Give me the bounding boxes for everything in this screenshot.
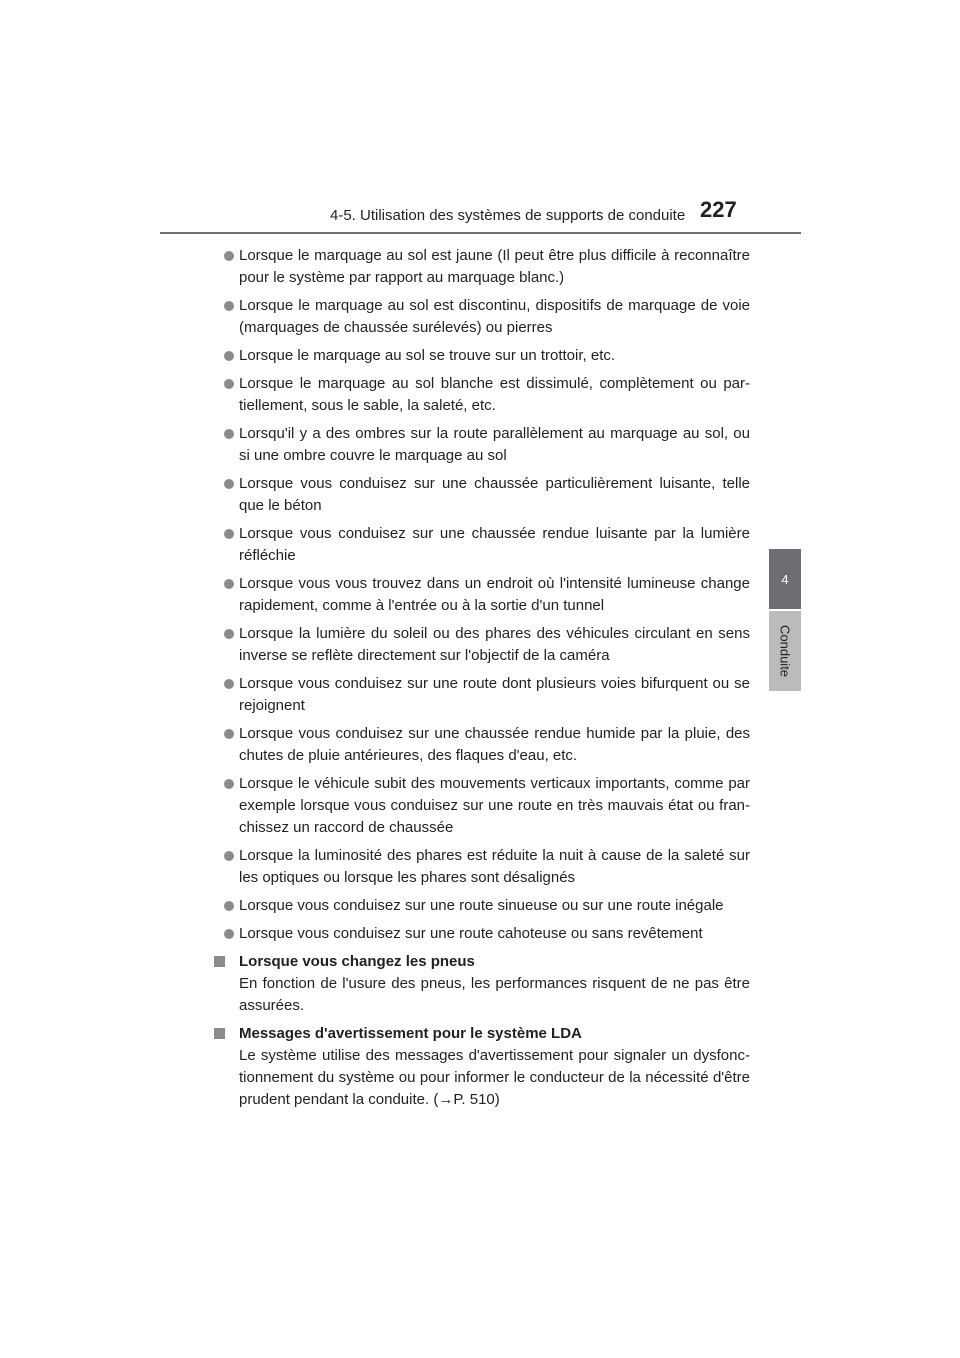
bullet-dot-icon (224, 779, 234, 789)
bullet-item (214, 895, 750, 917)
bullet-item (214, 345, 750, 367)
section-block (214, 951, 750, 1017)
section-square-icon (214, 956, 225, 967)
section-body: En fonction de l'usure des pneus, les performances risquent de ne pas être assurées. (239, 975, 750, 1014)
bullet-item (214, 373, 750, 417)
chapter-number: 4 (781, 571, 789, 587)
section-block (214, 1023, 750, 1111)
bullet-text: Lorsque le véhicule subit des mouvements verticaux importants, comme par exemple lorsque vous conduisez sur une route en très mauvais état ou fran-chissez un raccord de chaussée (239, 775, 750, 836)
chapter-label: Conduite (777, 624, 793, 678)
bullet-item (214, 623, 750, 667)
sections (214, 951, 750, 1111)
chapter-tab-label (769, 611, 801, 691)
section-body: Le système utilise des messages d'avertissement pour signaler un dysfonc-tionnement du système ou pour informer le conducteur de la nécessité d'être prudent pendant la conduite. (→P. 510) (239, 1047, 750, 1108)
bullet-text: Lorsque le marquage au sol est jaune (Il peut être plus difficile à reconnaître pour le système par rapport au marquage blanc.) (239, 247, 750, 286)
bullet-dot-icon (224, 929, 234, 939)
section-title: Lorsque vous changez les pneus (239, 953, 475, 970)
bullet-dot-icon (224, 851, 234, 861)
bullet-text: Lorsque la luminosité des phares est réduite la nuit à cause de la saleté sur les optiques ou lorsque les phares sont désalignés (239, 847, 750, 886)
bullet-dot-icon (224, 901, 234, 911)
bullet-dot-icon (224, 351, 234, 361)
bullet-item (214, 773, 750, 839)
bullet-dot-icon (224, 429, 234, 439)
bullet-text: Lorsque vous conduisez sur une chaussée particulièrement luisante, telle que le béton (239, 475, 750, 514)
header-divider (160, 232, 801, 234)
bullet-dot-icon (224, 251, 234, 261)
section-square-icon (214, 1028, 225, 1039)
bullet-text: Lorsque vous conduisez sur une route sinueuse ou sur une route inégale (239, 897, 724, 914)
bullet-text: Lorsque le marquage au sol se trouve sur un trottoir, etc. (239, 347, 616, 364)
bullet-text: Lorsque vous conduisez sur une route cahoteuse ou sans revêtement (239, 925, 703, 942)
bullet-list (214, 245, 750, 945)
bullet-text: Lorsque vous conduisez sur une route dont plusieurs voies bifurquent ou se rejoignent (239, 675, 750, 714)
bullet-dot-icon (224, 479, 234, 489)
bullet-dot-icon (224, 679, 234, 689)
bullet-item (214, 923, 750, 945)
bullet-item (214, 573, 750, 617)
bullet-text: Lorsqu'il y a des ombres sur la route parallèlement au marquage au sol, ou si une ombre couvre le marquage au sol (239, 425, 750, 464)
bullet-item (214, 473, 750, 517)
section-header-title: 4-5. Utilisation des systèmes de supports de conduite (330, 207, 686, 224)
chapter-tab-number (769, 549, 801, 609)
bullet-text: Lorsque vous conduisez sur une chaussée rendue humide par la pluie, des chutes de pluie antérieures, des flaques d'eau, etc. (239, 725, 750, 764)
bullet-item (214, 295, 750, 339)
bullet-text: Lorsque le marquage au sol blanche est dissimulé, complètement ou par-tiellement, sous le sable, la saleté, etc. (239, 375, 750, 414)
page-content (214, 240, 750, 1111)
bullet-dot-icon (224, 729, 234, 739)
bullet-text: Lorsque vous conduisez sur une chaussée rendue luisante par la lumière réfléchie (239, 525, 750, 564)
bullet-item (214, 423, 750, 467)
bullet-dot-icon (224, 379, 234, 389)
bullet-dot-icon (224, 629, 234, 639)
section-title: Messages d'avertissement pour le système LDA (239, 1025, 582, 1042)
page-number: 227 (700, 197, 737, 222)
bullet-text: Lorsque le marquage au sol est discontinu, dispositifs de marquage de voie (marquages de chaussée surélevés) ou pierres (239, 297, 750, 336)
bullet-text: Lorsque la lumière du soleil ou des phares des véhicules circulant en sens inverse se reflète directement sur l'objectif de la caméra (239, 625, 750, 664)
bullet-item (214, 723, 750, 767)
bullet-dot-icon (224, 301, 234, 311)
bullet-item (214, 845, 750, 889)
bullet-text: Lorsque vous vous trouvez dans un endroit où l'intensité lumineuse change rapidement, comme à l'entrée ou à la sortie d'un tunnel (239, 575, 750, 614)
bullet-item (214, 523, 750, 567)
bullet-dot-icon (224, 529, 234, 539)
bullet-dot-icon (224, 579, 234, 589)
bullet-item (214, 245, 750, 289)
bullet-item (214, 673, 750, 717)
